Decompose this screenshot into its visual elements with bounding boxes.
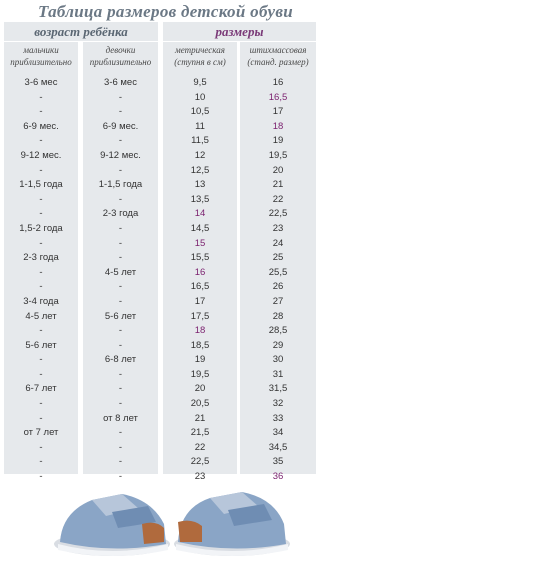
cell-girls: - [118, 456, 123, 468]
cell-std: 16,5 [268, 91, 288, 103]
cell-boys: - [39, 456, 43, 468]
table-row [0, 207, 330, 222]
cell-boys: - [39, 281, 43, 293]
cell-boys: 1-1,5 года [19, 179, 63, 191]
cell-girls: - [118, 91, 123, 103]
col-header-std: штихмассовая (станд. размер) [247, 45, 309, 67]
cell-boys: - [39, 91, 43, 103]
table-row [0, 368, 330, 383]
cell-girls: - [118, 295, 123, 307]
cell-girls: от 8 лет [103, 412, 138, 424]
cell-boys: - [39, 266, 43, 278]
cell-std: 32 [272, 398, 284, 410]
cell-metric: 19,5 [190, 368, 210, 380]
table-row [0, 412, 330, 427]
cell-metric: 11,5 [191, 135, 209, 147]
page-title: Таблица размеров детской обуви [38, 2, 294, 21]
cell-girls: - [118, 193, 123, 205]
cell-metric: 16,5 [190, 281, 210, 293]
cell-metric: 18,5 [190, 339, 210, 351]
table-row [0, 266, 330, 281]
cell-girls: - [118, 427, 123, 439]
table-row [0, 120, 330, 135]
table-row [0, 353, 330, 368]
cell-std: 17 [272, 106, 284, 118]
cell-girls: 2-3 года [102, 208, 139, 220]
cell-boys: 6-9 мес. [23, 120, 59, 132]
cell-boys: - [39, 164, 43, 176]
cell-girls: 6-9 мес. [102, 120, 139, 132]
table-row [0, 193, 330, 208]
cell-boys: - [39, 135, 43, 147]
table-row [0, 164, 330, 179]
table-row [0, 91, 330, 106]
cell-std: 24 [272, 237, 284, 249]
cell-std: 35 [272, 456, 284, 468]
baby-shoes-image [52, 464, 292, 560]
cell-girls: 5-6 лет [104, 310, 137, 322]
cell-metric: 17,5 [190, 310, 210, 322]
cell-boys: - [39, 398, 43, 410]
table-row [0, 339, 330, 354]
cell-boys: 3-4 года [23, 295, 59, 307]
cell-std: 19 [272, 135, 284, 147]
cell-metric: 9,5 [193, 77, 207, 88]
cell-boys: - [39, 106, 43, 118]
cell-girls: - [118, 135, 123, 147]
cell-boys: - [39, 412, 43, 424]
cell-girls: - [118, 281, 123, 293]
cell-boys: 5-6 лет [25, 339, 57, 351]
cell-metric: 21 [194, 412, 206, 424]
cell-std: 34 [272, 427, 284, 439]
cell-girls: 1-1,5 года [98, 179, 143, 191]
cell-std: 36 [272, 471, 284, 483]
cell-metric: 12,5 [190, 164, 210, 176]
cell-boys: - [39, 193, 43, 205]
cell-std: 22 [272, 193, 284, 205]
cell-std: 18 [272, 120, 284, 132]
cell-std: 33 [272, 412, 284, 424]
table-row [0, 178, 330, 193]
cell-std: 34,5 [268, 441, 288, 453]
cell-boys: - [39, 237, 43, 249]
cell-metric: 10,5 [190, 106, 210, 118]
cell-boys: - [39, 441, 43, 453]
table-row [0, 222, 330, 237]
table-row [0, 295, 330, 310]
cell-girls: - [118, 106, 123, 118]
cell-std: 16 [272, 77, 284, 88]
cell-boys: - [39, 208, 43, 220]
table-row [0, 397, 330, 412]
header-sizes: размеры [163, 22, 316, 41]
cell-girls: - [118, 368, 123, 380]
cell-std: 30 [272, 354, 284, 366]
cell-boys: 4-5 лет [25, 310, 57, 322]
cell-metric: 18 [194, 325, 206, 337]
cell-std: 29 [272, 339, 284, 351]
cell-girls: 9-12 мес. [100, 149, 141, 161]
cell-boys: - [39, 368, 43, 380]
cell-metric: 19 [194, 354, 206, 366]
cell-metric: 13,5 [190, 193, 210, 205]
col-header-boys: мальчики приблизительно [10, 45, 72, 67]
header-age: возраст ребёнка [4, 22, 158, 41]
cell-girls: - [118, 222, 123, 234]
cell-girls: - [118, 398, 123, 410]
cell-girls: 6-8 лет [104, 354, 137, 366]
table-row [0, 441, 330, 456]
cell-std: 25,5 [268, 266, 288, 278]
cell-girls: 3-6 мес [104, 77, 137, 88]
table-row [0, 324, 330, 339]
cell-girls: - [118, 164, 123, 176]
col-header-metric: метрическая (ступня в см) [174, 45, 226, 67]
cell-metric: 14 [194, 208, 206, 220]
cell-girls: - [118, 383, 123, 395]
cell-girls: - [118, 237, 123, 249]
cell-girls: - [118, 471, 123, 483]
cell-std: 31 [272, 368, 284, 380]
cell-metric: 16 [194, 266, 206, 278]
cell-boys: - [39, 354, 43, 366]
cell-metric: 17 [194, 295, 206, 307]
cell-girls: - [118, 325, 123, 337]
cell-girls: - [118, 441, 123, 453]
cell-std: 25 [272, 252, 284, 264]
cell-std: 21 [272, 179, 284, 191]
table-row [0, 426, 330, 441]
table-row [0, 76, 330, 91]
cell-boys: 2-3 года [23, 252, 59, 264]
table-row [0, 382, 330, 397]
cell-metric: 20,5 [190, 398, 210, 410]
cell-std: 22,5 [268, 208, 288, 220]
cell-std: 31,5 [268, 383, 288, 395]
table-row [0, 280, 330, 295]
cell-metric: 22 [194, 441, 206, 453]
cell-metric: 20 [194, 383, 206, 395]
cell-metric: 21,5 [190, 427, 210, 439]
cell-metric: 15,5 [190, 252, 210, 264]
cell-boys: 1,5-2 года [19, 222, 63, 234]
table-row [0, 149, 330, 164]
cell-boys: от 7 лет [23, 427, 59, 439]
cell-boys: - [39, 325, 43, 337]
cell-girls: - [118, 252, 123, 264]
cell-boys: 3-6 мес [24, 77, 58, 88]
cell-boys: 9-12 мес. [20, 149, 62, 161]
cell-std: 19,5 [268, 149, 288, 161]
cell-std: 23 [272, 222, 284, 234]
cell-boys: 6-7 лет [25, 383, 57, 395]
cell-metric: 13 [194, 179, 206, 191]
cell-girls: 4-5 лет [104, 266, 137, 278]
cell-metric: 12 [194, 149, 206, 161]
cell-boys: - [39, 471, 43, 483]
cell-std: 26 [272, 281, 284, 293]
cell-std: 28,5 [268, 325, 288, 337]
cell-metric: 23 [194, 471, 206, 483]
cell-std: 20 [272, 164, 284, 176]
col-header-girls: девочки приблизительно [89, 45, 152, 67]
table-row [0, 134, 330, 149]
cell-girls: - [118, 339, 123, 351]
cell-std: 27 [272, 295, 284, 307]
cell-metric: 14,5 [190, 222, 210, 234]
cell-metric: 15 [194, 237, 206, 249]
table-row [0, 251, 330, 266]
table-row [0, 310, 330, 325]
cell-metric: 22,5 [190, 456, 210, 468]
cell-metric: 11 [195, 120, 205, 132]
cell-std: 28 [272, 310, 284, 322]
size-table [0, 76, 330, 485]
table-row [0, 105, 330, 120]
table-row [0, 237, 330, 252]
cell-metric: 10 [194, 91, 206, 103]
